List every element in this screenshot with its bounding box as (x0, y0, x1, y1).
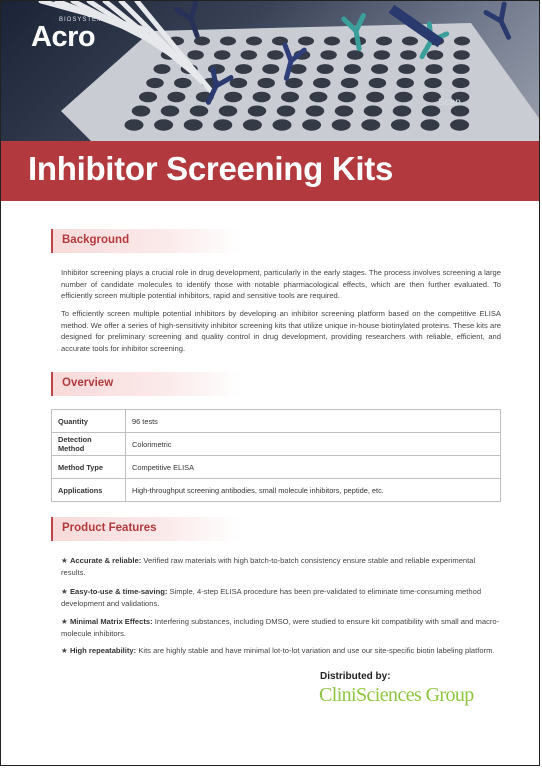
table-value: 96 tests (126, 410, 501, 433)
feature-text: Verified raw materials with high batch-to-batch consistency ensure stable and reliable experimental results. (61, 556, 476, 577)
feature-title: Easy-to-use & time-saving: (69, 587, 168, 596)
hero-image (1, 1, 540, 141)
table-key: Applications (52, 479, 126, 502)
distributor-label: Distributed by: (320, 671, 391, 682)
section-heading-label: Background (62, 234, 130, 246)
star-icon: ★ (61, 587, 68, 596)
feature-text: Kits are highly stable and have minimal lot-to-lot variation and use our site-specific biotin labeling platform. (138, 646, 495, 655)
star-icon: ★ (61, 556, 68, 565)
section-heading-overview (51, 372, 241, 396)
table-key: Quantity (52, 410, 126, 433)
table-row (52, 410, 501, 433)
section-heading-features (51, 517, 241, 541)
feature-item (61, 586, 501, 610)
table-key: Detection Method (52, 433, 126, 456)
background-paragraph-2: To efficiently screen multiple potential inhibitors by developing an inhibitor screening platform based on the competitive ELISA method. We offer a series of high-sensitivity inhibitor screening kits that utilize unique in-house biotinylated proteins. These kits are designed for preliminary screening and quality control in drug development, providing researchers with reliable, efficient, and accurate tools for inhibitor screening. (61, 309, 501, 353)
section-heading-label: Overview (62, 377, 114, 389)
feature-item (61, 616, 501, 640)
table-row (52, 479, 501, 502)
section-heading-label: Product Features (62, 522, 157, 534)
star-icon: ★ (61, 646, 68, 655)
overview-table (51, 409, 501, 502)
hero-caption: Scan (438, 97, 461, 108)
brand-logo: Acro (31, 21, 96, 53)
feature-item (61, 645, 501, 657)
section-heading-background (51, 229, 241, 253)
table-value: High-throughput screening antibodies, small molecule inhibitors, peptide, etc. (126, 479, 501, 502)
background-paragraph-1: Inhibitor screening plays a crucial role in drug development, particularly in the early stages. The process involves screening a large number of candidate molecules to identify those with notable pharmacological effects, which are then further evaluated. To efficiently screen multiple potential inhibitors, rapid and sensitive tools are required. (61, 268, 501, 300)
title-banner (1, 141, 540, 201)
table-row (52, 433, 501, 456)
table-key: Method Type (52, 456, 126, 479)
brand-subtitle: BIOSYSTEMS (59, 17, 109, 23)
feature-text: Interfering substances, including DMSO, were studied to ensure kit compatibility with small and macro-molecule inhibitors. (61, 617, 500, 638)
table-row (52, 456, 501, 479)
feature-title: Accurate & reliable: (69, 556, 142, 565)
page-title: Inhibitor Screening Kits (28, 150, 394, 187)
feature-text: Simple, 4-step ELISA procedure has been pre-validated to eliminate time-consuming method development and validations. (61, 587, 482, 608)
star-icon: ★ (61, 617, 68, 626)
feature-title: High repeatability: (69, 646, 137, 655)
feature-item (61, 555, 501, 579)
distributor-logo: CliniSciences Group (319, 684, 474, 706)
table-value: Competitive ELISA (126, 456, 501, 479)
table-value: Colorimetric (126, 433, 501, 456)
feature-title: Minimal Matrix Effects: (69, 617, 153, 626)
